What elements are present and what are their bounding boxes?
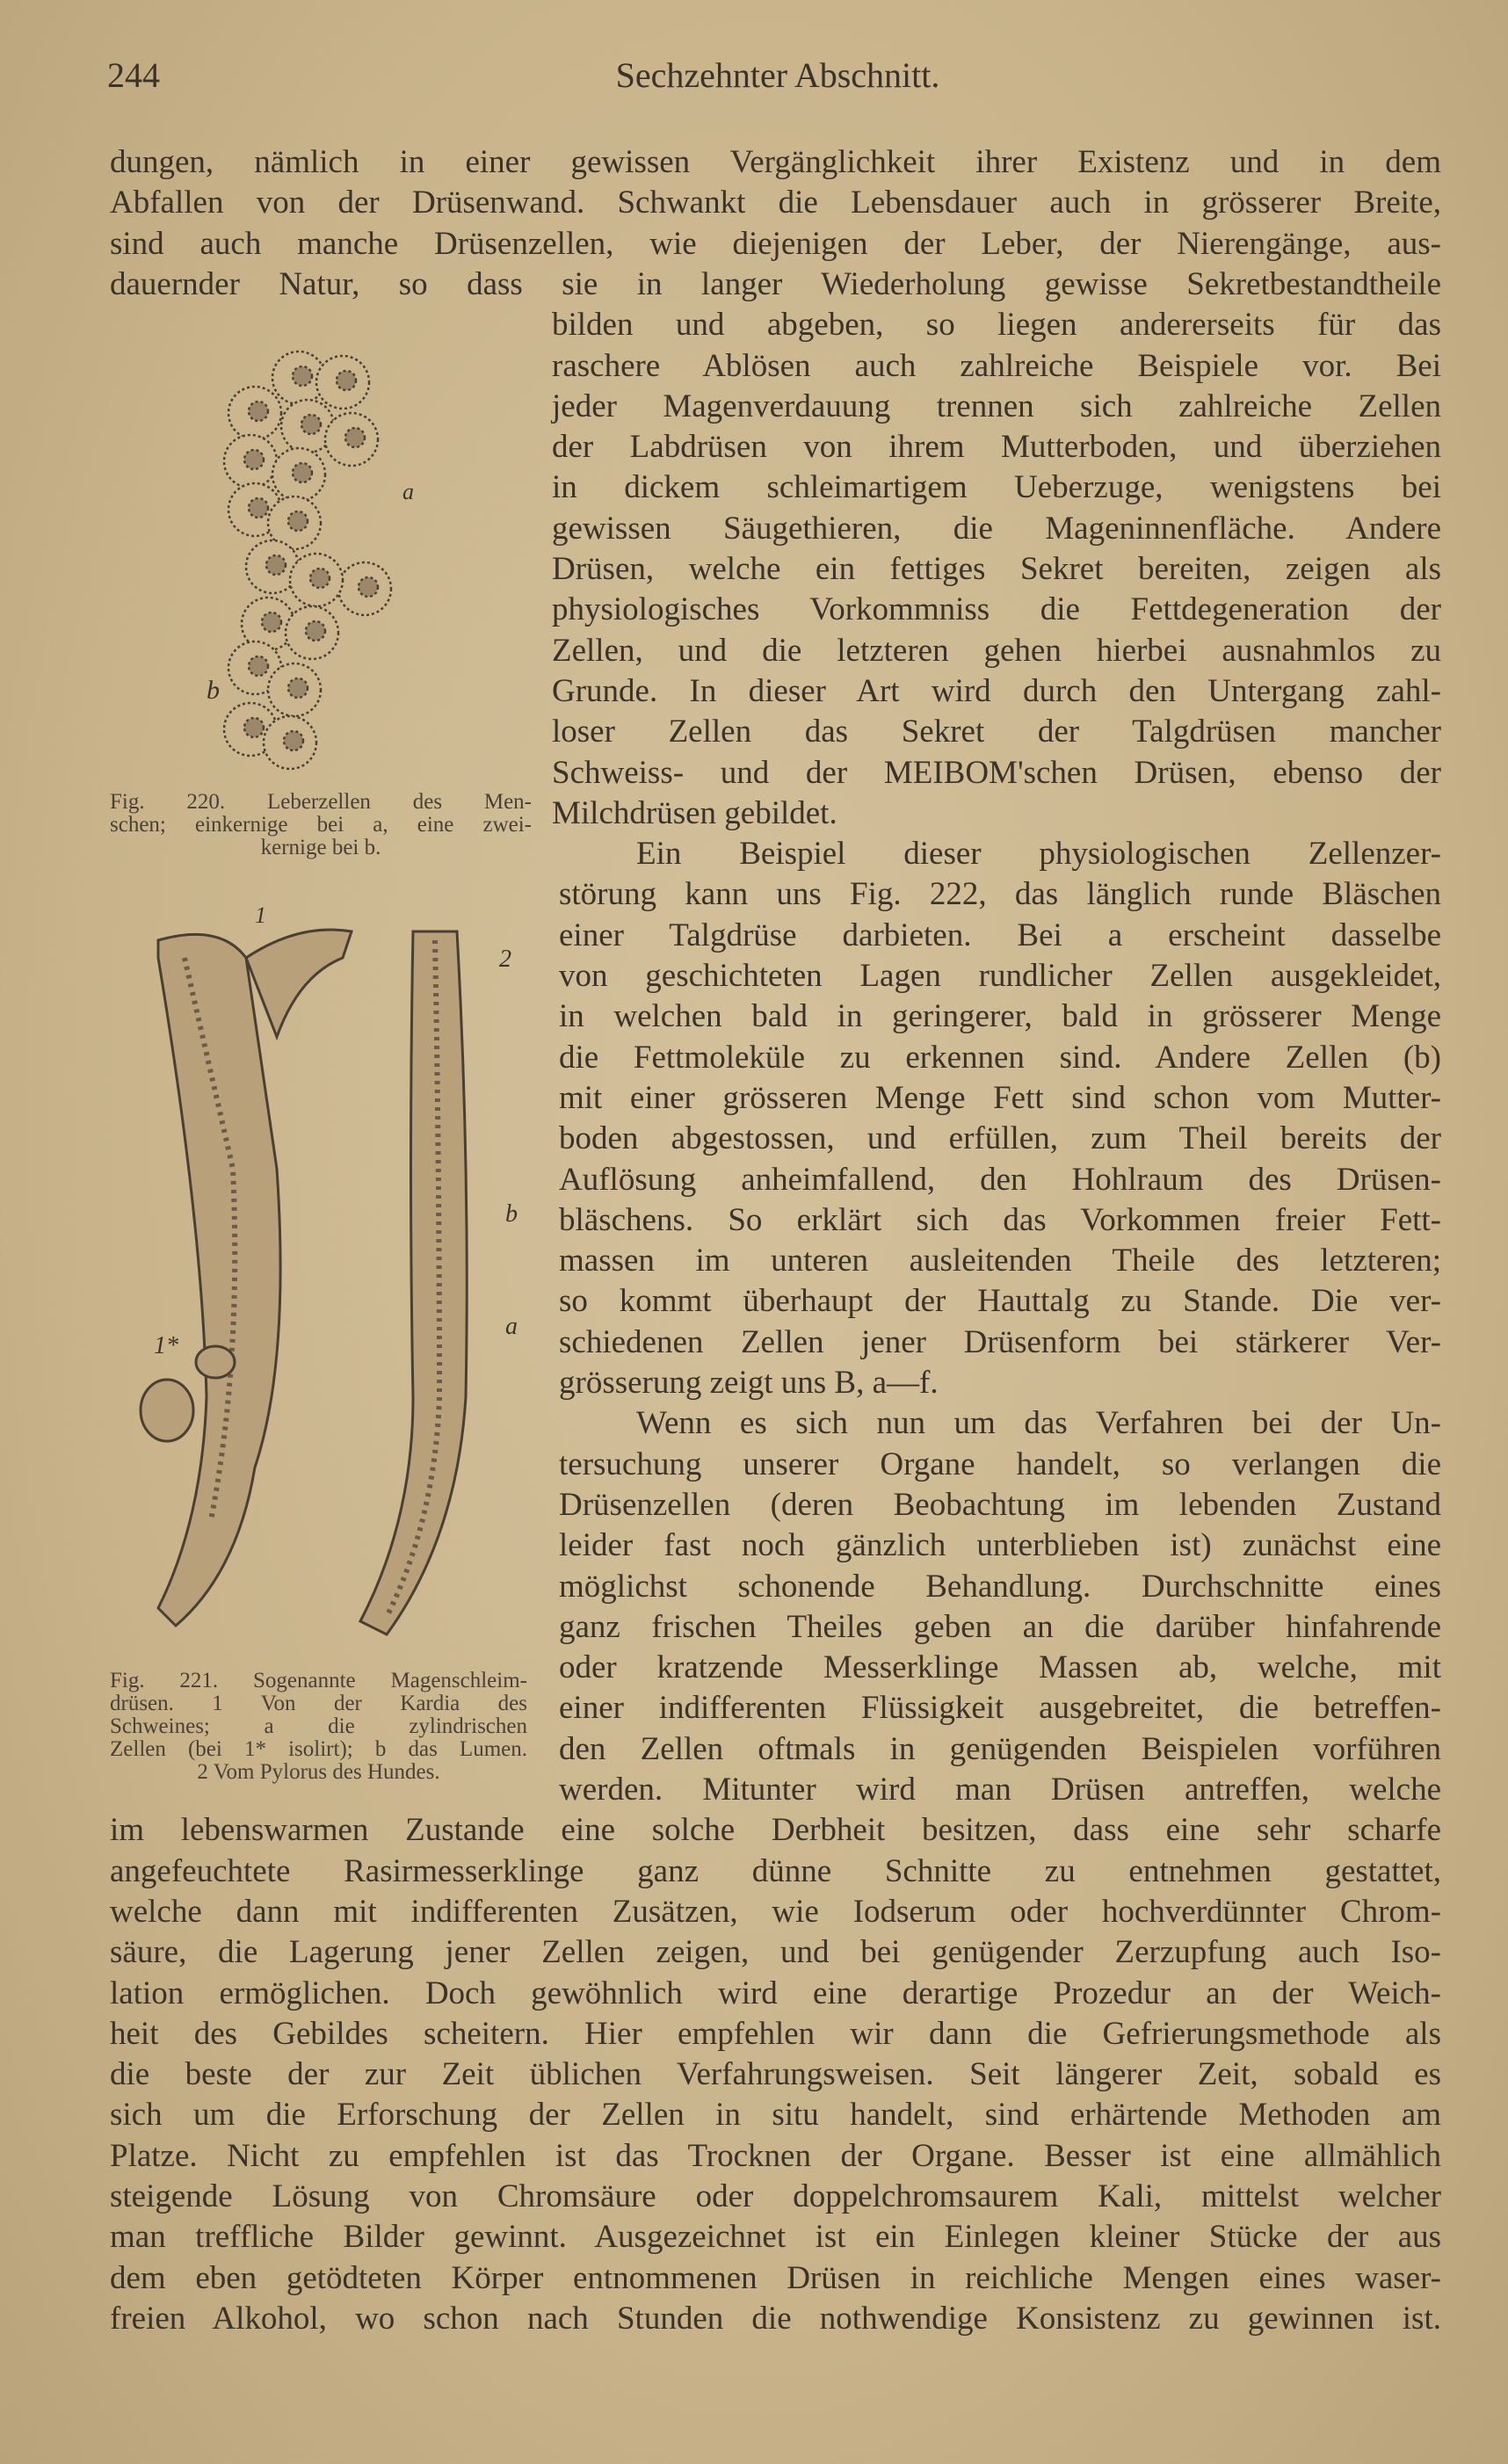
text-line: die Fettmoleküle zu erkennen sind. Andere Zellen (b) [559, 1039, 1441, 1076]
text-line: steigende Lösung von Chromsäure oder doppelchromsaurem Kali, mittelst welcher [110, 2178, 1441, 2214]
gland-1-branch [246, 930, 352, 1037]
figure-220-caption [110, 791, 532, 859]
cell-nucleus [262, 612, 281, 632]
text-line: dem eben getödteten Körper entnommenen Drüsen in reichliche Mengen eines waser- [110, 2259, 1441, 2296]
text-line: von geschichteten Lagen rundlicher Zellen ausgekleidet, [559, 958, 1441, 994]
text-line: Milchdrüsen gebildet. [552, 794, 837, 831]
text-line: angefeuchtete Rasirmesserklinge ganz dünne Schnitte zu entnehmen gestattet, [110, 1852, 1441, 1889]
cell-nucleus [345, 428, 365, 447]
cell-nucleus [266, 555, 286, 575]
text-line: man treffliche Bilder gewinnt. Ausgezeichnet ist ein Einlegen kleiner Stücke der aus [110, 2219, 1441, 2256]
caption-line: drüsen. 1 Von der Kardia des [110, 1692, 527, 1715]
fig221-label-one: 1 [255, 905, 266, 928]
running-title: Sechzehnter Abschnitt. [615, 55, 940, 95]
text-line: Schweiss- und der MEIBOM'schen Drüsen, ebenso der [552, 754, 1441, 791]
cell-nucleus [249, 402, 268, 421]
text-line: in dickem schleimartigem Ueberzuge, wenigstens bei [552, 469, 1441, 506]
text-line: einer Talgdrüse darbieten. Bei a erscheint dasselbe [559, 917, 1441, 953]
cell-nucleus [249, 498, 268, 518]
cell-nucleus [288, 678, 308, 698]
caption-line: Zellen (bei 1* isolirt); b das Lumen. [110, 1737, 527, 1761]
text-line: raschere Ablösen auch zahlreiche Beispiele vor. Bei [552, 347, 1441, 384]
text-line: im lebenswarmen Zustande eine solche Derbheit besitzen, dass eine sehr scharfe [110, 1812, 1441, 1849]
fig221-label-two: 2 [499, 946, 511, 973]
cell-nucleus [244, 450, 264, 469]
text-line: massen im unteren ausleitenden Theile des letzteren; [559, 1243, 1441, 1279]
caption-line: Fig. 220. Leberzellen des Men- [110, 790, 532, 814]
text-line: dauernder Natur, so dass sie in langer Wiederholung gewisse Sekretbestandtheile [110, 265, 1441, 302]
text-line: Drüsen, welche ein fettiges Sekret bereiten, zeigen als [552, 551, 1441, 587]
cell-nucleus [301, 415, 321, 434]
text-line: loser Zellen das Sekret der Talgdrüsen mancher [552, 714, 1441, 750]
text-line: werden. Mitunter wird man Drüsen antreffen, welche [559, 1772, 1441, 1808]
text-line: jeder Magenverdauung trennen sich zahlreiche Zellen [552, 388, 1441, 424]
figure-221-caption [110, 1670, 527, 1784]
text-line: sich um die Erforschung der Zellen in situ handelt, sind erhärtende Methoden am [110, 2097, 1441, 2134]
text-line: so kommt überhaupt der Hauttalg zu Stande. Die ver- [559, 1283, 1441, 1320]
text-line: Wenn es sich nun um das Verfahren bei der Un- [636, 1405, 1441, 1442]
text-line: bilden und abgeben, so liegen andererseits für das [552, 307, 1441, 344]
cell-nucleus [284, 731, 303, 750]
cell-nucleus [293, 463, 312, 482]
gland-2 [360, 931, 467, 1634]
text-line: Platze. Nicht zu empfehlen ist das Trocknen der Organe. Besser ist eine allmählich [110, 2137, 1441, 2174]
cell-nucleus [249, 656, 268, 676]
caption-line: Fig. 221. Sogenannte Magenschleim- [110, 1669, 527, 1692]
page-number: 244 [107, 55, 160, 95]
figure-220-liver-cells [202, 343, 492, 773]
caption-line: 2 Vom Pylorus des Hundes. [197, 1760, 440, 1784]
text-line: möglichst schonende Behandlung. Durchschnitte eines [559, 1568, 1441, 1605]
text-line: den Zellen oftmals in genügenden Beispielen vorführen [559, 1730, 1441, 1767]
gland-1 [158, 934, 280, 1626]
text-line: Zellen, und die letzteren gehen hierbei ausnahmlos zu [552, 632, 1441, 669]
caption-line: Schweines; a die zylindrischen [110, 1714, 527, 1738]
text-line: welche dann mit indifferenten Zusätzen, wie Iodserum oder hochverdünnter Chrom- [110, 1893, 1441, 1930]
text-line: mit einer grösseren Menge Fett sind schon vom Mutter- [559, 1079, 1441, 1116]
fig221-label-a: a [505, 1313, 518, 1340]
cell-nucleus [293, 366, 312, 386]
text-line: sind auch manche Drüsenzellen, wie diejenigen der Leber, der Nierengänge, aus- [110, 225, 1441, 262]
fig220-label-a: a [402, 479, 414, 504]
text-line: ganz frischen Theiles geben an die darüber hinfahrende [559, 1608, 1441, 1645]
cell-nucleus [306, 621, 325, 641]
text-line: der Labdrüsen von ihrem Mutterboden, und überziehen [552, 429, 1441, 466]
text-line: Drüsenzellen (deren Beobachtung im lebenden Zustand [559, 1486, 1441, 1523]
text-line: leider fast noch gänzlich unterblieben ist) zunächst eine [559, 1527, 1441, 1564]
cell-nucleus [288, 511, 308, 531]
text-line: boden abgestossen, und erfüllen, zum Theil bereits der [559, 1120, 1441, 1157]
cell-nucleus [310, 569, 330, 588]
isolated-cells [141, 1380, 193, 1441]
fig220-label-b: b [207, 676, 220, 705]
text-line: tersuchung unserer Organe handelt, so verlangen die [559, 1446, 1441, 1482]
text-line: lation ermöglichen. Doch gewöhnlich wird eine derartige Prozedur an der Weich- [110, 1975, 1441, 2011]
text-line: in welchen bald in geringerer, bald in grösserer Menge [559, 998, 1441, 1035]
text-line: grösserung zeigt uns B, a—f. [559, 1365, 939, 1401]
figure-221-stomach-glands [123, 905, 536, 1661]
text-line: oder kratzende Messerklinge Massen ab, welche, mit [559, 1649, 1441, 1686]
caption-line: kernige bei b. [260, 836, 381, 859]
caption-line: schen; einkernige bei a, eine zwei- [110, 813, 532, 837]
cell-nucleus [244, 718, 264, 737]
text-line: störung kann uns Fig. 222, das länglich runde Bläschen [559, 876, 1441, 913]
text-line: säure, die Lagerung jener Zellen zeigen, und bei genügender Zerzupfung auch Iso- [110, 1934, 1441, 1971]
text-line: heit des Gebildes scheitern. Hier empfehlen wir dann die Gefrierungsmethode als [110, 2015, 1441, 2052]
text-line: Auflösung anheimfallend, den Hohlraum des Drüsen- [559, 1161, 1441, 1198]
text-line: gewissen Säugethieren, die Mageninnenfläche. Andere [552, 510, 1441, 547]
text-line: schiedenen Zellen jener Drüsenform bei stärkerer Ver- [559, 1323, 1441, 1360]
text-line: einer indifferenten Flüssigkeit ausgebreitet, die betreffen- [559, 1690, 1441, 1727]
text-line: Ein Beispiel dieser physiologischen Zellenzer- [636, 836, 1441, 873]
text-line: freien Alkohol, wo schon nach Stunden die nothwendige Konsistenz zu gewinnen ist. [110, 2300, 1441, 2337]
cell-nucleus [337, 371, 356, 390]
fig221-label-b: b [505, 1200, 518, 1228]
text-line: Grunde. In dieser Art wird durch den Untergang zahl- [552, 672, 1441, 709]
cell-nucleus [359, 577, 378, 597]
text-line: die beste der zur Zeit üblichen Verfahrungsweisen. Seit längerer Zeit, sobald es [110, 2056, 1441, 2093]
fig221-label-one-star: 1* [154, 1332, 178, 1359]
text-line: bläschens. So erklärt sich das Vorkommen freier Fett- [559, 1201, 1441, 1238]
text-line: physiologisches Vorkommniss die Fettdegeneration der [552, 591, 1441, 628]
text-line: dungen, nämlich in einer gewissen Vergänglichkeit ihrer Existenz und in dem [110, 144, 1441, 180]
text-line: Abfallen von der Drüsenwand. Schwankt die Lebensdauer auch in grösserer Breite, [110, 185, 1441, 221]
